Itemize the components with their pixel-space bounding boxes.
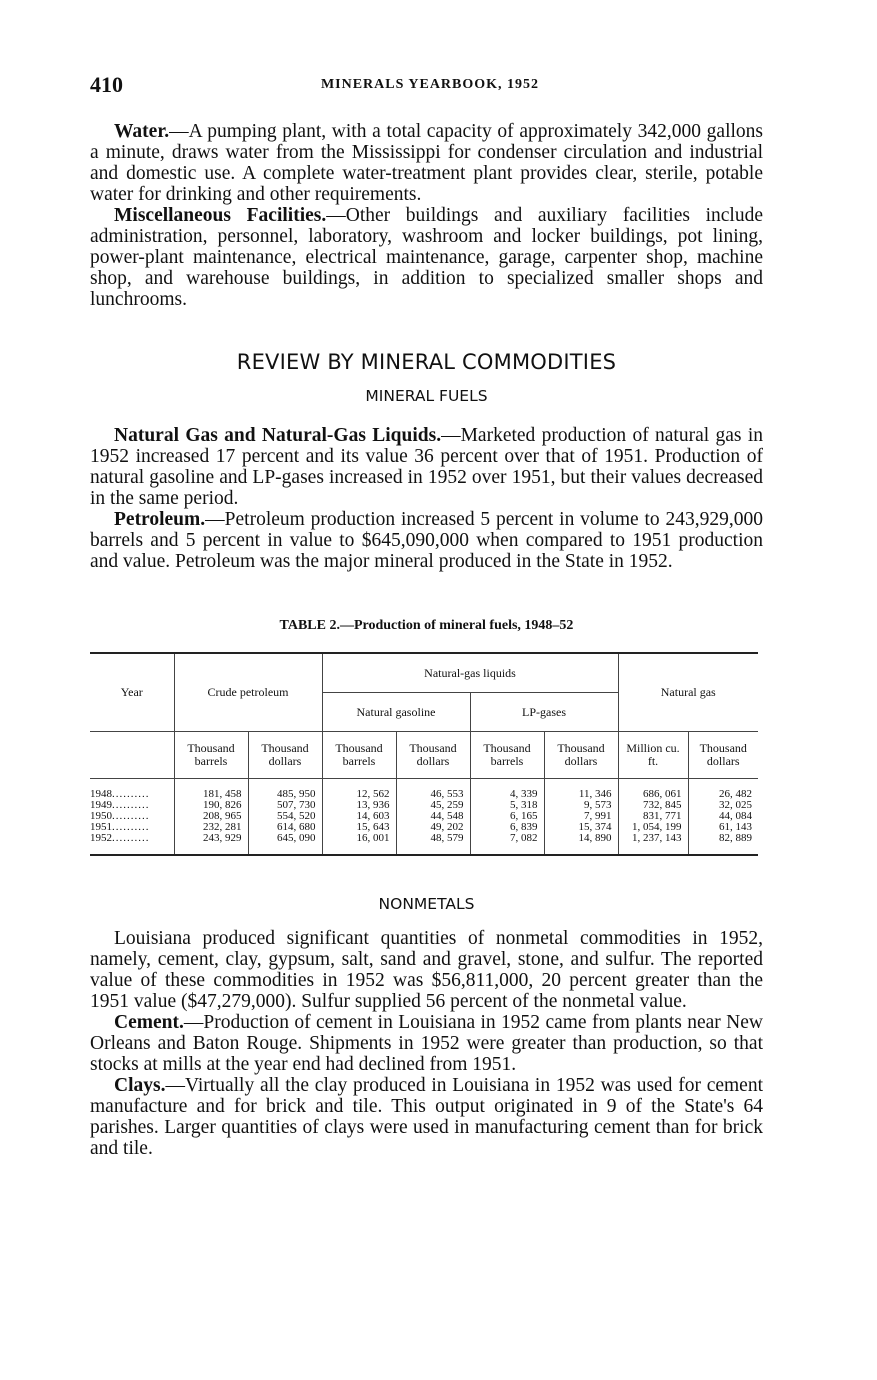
intro-paragraphs (90, 121, 763, 310)
table-cell: 16, 001 (322, 833, 396, 855)
table-cell: 45, 259 (396, 800, 470, 811)
table-cell: 14, 603 (322, 811, 396, 822)
table-cell: 46, 553 (396, 789, 470, 800)
table-cell: 1, 237, 143 (618, 833, 688, 855)
table-cell: 645, 090 (248, 833, 322, 855)
table-cell: 5, 318 (470, 800, 544, 811)
page-number: 410 (90, 72, 123, 97)
unit-header: Thousand dollars (544, 732, 618, 779)
fuels-heading: MINERAL FUELS (365, 387, 488, 405)
table-cell: 61, 143 (688, 822, 758, 833)
table-cell: 7, 991 (544, 811, 618, 822)
cement-heading: Cement. (114, 1012, 184, 1033)
crude-header: Crude petroleum (174, 653, 322, 732)
misc-heading: Miscellaneous Facilities. (114, 205, 327, 226)
nonmetals-paragraphs (90, 928, 763, 1159)
table-cell: 831, 771 (618, 811, 688, 822)
table-cell: 32, 025 (688, 800, 758, 811)
year-cell: 1950.......... (90, 810, 150, 822)
year-cell: 1951.......... (90, 821, 150, 833)
clays-paragraph (90, 1075, 763, 1159)
lp-header: LP-gases (470, 693, 618, 732)
table-cell: 26, 482 (688, 789, 758, 800)
unit-header: Thousand dollars (248, 732, 322, 779)
table-cell: 44, 084 (688, 811, 758, 822)
table-cell: 15, 374 (544, 822, 618, 833)
table-cell: 48, 579 (396, 833, 470, 855)
gas-text: —Marketed production of natural gas in 1952 increased 17 percent and its value 36 percent over that of 1951. Production of natural gasoline and LP-gases increased in 1952 over 1951, but their values decreased in the same period. (90, 425, 763, 509)
unit-header: Thousand barrels (174, 732, 248, 779)
review-heading: REVIEW BY MINERAL COMMODITIES (236, 350, 617, 374)
year-header: Year (120, 685, 143, 699)
table-cell: 732, 845 (618, 800, 688, 811)
table-title: TABLE 2.—Production of mineral fuels, 1948–52 (279, 618, 574, 633)
table-row (90, 833, 758, 855)
year-unit-blank (90, 732, 174, 779)
table-cell: 7, 082 (470, 833, 544, 855)
table-cell: 6, 839 (470, 822, 544, 833)
table-cell: 1, 054, 199 (618, 822, 688, 833)
table-cell: 6, 165 (470, 811, 544, 822)
year-cell: 1952.......... (90, 832, 150, 844)
year-cell: 1949.......... (90, 799, 150, 811)
natgas-header: Natural gas (618, 653, 758, 732)
table-cell: 14, 890 (544, 833, 618, 855)
misc-paragraph (90, 205, 763, 310)
clays-text: —Virtually all the clay produced in Louisiana in 1952 was used for cement manufacture and for brick and tile. This output originated in 9 of the State's 64 parishes. Larger quantities of clays were used in manufacturing cement than for brick and tile. (90, 1075, 763, 1159)
unit-header: Thousand dollars (396, 732, 470, 779)
cement-text: —Production of cement in Louisiana in 1952 came from plants near New Orleans and Baton Rouge. Shipments in 1952 were greater than production, so that stocks at mills at the year end had declined from 1951. (90, 1012, 763, 1075)
table-cell: 232, 281 (174, 822, 248, 833)
water-heading: Water. (114, 121, 170, 142)
clays-heading: Clays. (114, 1075, 166, 1096)
fuels-paragraphs (90, 425, 763, 572)
table-cell: 82, 889 (688, 833, 758, 855)
nonmetals-intro-paragraph: Louisiana produced significant quantities of nonmetal commodities in 1952, namely, cement, clay, gypsum, salt, sand and gravel, stone, and sulfur. The reported value of these commodities in 1952 was $56,811,000, 20 percent greater than the 1951 value ($47,279,000). Sulfur supplied 56 percent of the nonmetal value. (90, 928, 763, 1012)
table-cell: 11, 346 (544, 789, 618, 800)
cement-paragraph (90, 1012, 763, 1075)
table-cell: 12, 562 (322, 789, 396, 800)
petroleum-text: —Petroleum production increased 5 percent in volume to 243,929,000 barrels and 5 percent in value to $645,090,000 when compared to 1951 production and value. Petroleum was the major mineral produced in the State in 1952. (90, 509, 763, 572)
table-cell: 190, 826 (174, 800, 248, 811)
table-cell: 4, 339 (470, 789, 544, 800)
misc-text: —Other buildings and auxiliary facilities include administration, personnel, laboratory, washroom and locker buildings, pot lining, power-plant maintenance, electrical maintenance, garage, carpenter shop, machine shop, and warehouse buildings, in addition to specialized smaller shops and lunchrooms. (90, 205, 764, 310)
gas-paragraph (90, 425, 763, 509)
table-cell: 181, 458 (174, 789, 248, 800)
unit-header: Thousand barrels (322, 732, 396, 779)
mineral-fuels-table (90, 652, 758, 856)
table-cell: 49, 202 (396, 822, 470, 833)
table-cell: 9, 573 (544, 800, 618, 811)
unit-header: Thousand dollars (688, 732, 758, 779)
page-header (90, 72, 770, 102)
petroleum-heading: Petroleum. (114, 509, 206, 530)
unit-header: Thousand barrels (470, 732, 544, 779)
water-paragraph (90, 121, 763, 205)
table-cell: 13, 936 (322, 800, 396, 811)
petroleum-paragraph (90, 509, 763, 572)
nonmetals-heading: NONMETALS (378, 895, 475, 913)
gas-heading: Natural Gas and Natural-Gas Liquids. (114, 425, 442, 446)
table-cell: 208, 965 (174, 811, 248, 822)
table-cell: 686, 061 (618, 789, 688, 800)
table-cell: 507, 730 (248, 800, 322, 811)
table-cell: 485, 950 (248, 789, 322, 800)
table-cell: 15, 643 (322, 822, 396, 833)
table-cell: 554, 520 (248, 811, 322, 822)
running-title: MINERALS YEARBOOK, 1952 (320, 77, 540, 92)
year-cell: 1948.......... (90, 788, 150, 800)
table-cell: 614, 680 (248, 822, 322, 833)
table-cell: 243, 929 (174, 833, 248, 855)
water-text: —A pumping plant, with a total capacity of approximately 342,000 gallons a minute, draws water from the Mississippi for condenser circulation and industrial and domestic use. A complete water-treatment plant provides clear, sterile, potable water for drinking and other requirements. (90, 121, 763, 205)
gasoline-header: Natural gasoline (322, 693, 470, 732)
unit-header: Million cu. ft. (618, 732, 688, 779)
table-cell: 44, 548 (396, 811, 470, 822)
ngl-header: Natural-gas liquids (322, 653, 618, 693)
